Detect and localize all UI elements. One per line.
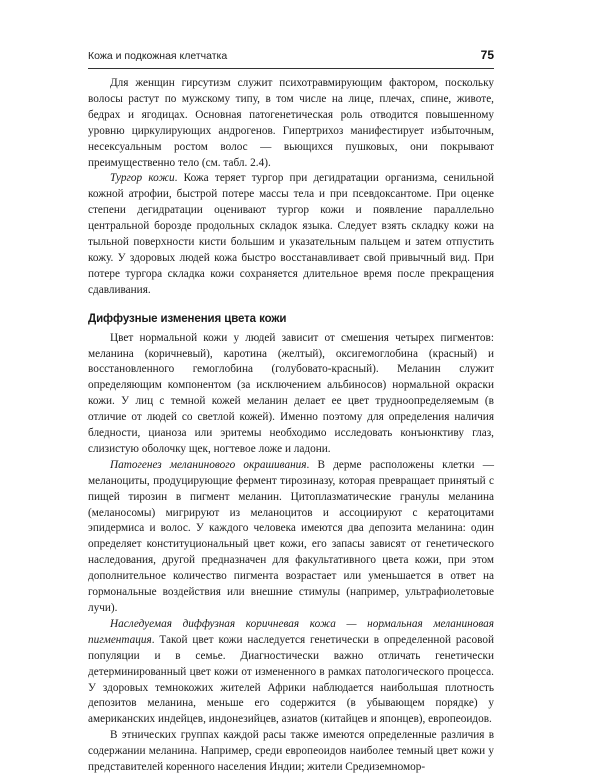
running-title: Кожа и подкожная клетчатка — [88, 50, 228, 62]
running-header — [88, 46, 494, 68]
paragraph-melanin-pathogenesis-text: . В дерме расположены клетки — меланоциты, продуцирующие фермент тирозиназу, которая превращает принятый с пищей тирозин в пигмент меланин. Цитоплазматические гранулы меланина (меланосомы) мигрируют из меланоцитов и ассоциируют с кератоцитами эпидермиса и волос. У каждого человека имеются два депозита меланина: один определяет конституциональный цвет кожи, его запасы зависят от генетического наследования, другой предназначен для факультативного цвета кожи, при этом дополнительное количество пигмента возрастает или уменьшается в ответ на гормональные воздействия или внешние стимулы (например, ультрафиолетовые лучи). — [88, 458, 495, 614]
term-turgor: Тургор кожи — [110, 172, 175, 185]
term-melanin-pathogenesis: Патогенез меланинового окрашивания — [110, 458, 307, 471]
term-inherited-brown-skin: Наследуемая диффузная коричневая кожа — нормальная меланиновая пигментация — [88, 617, 494, 646]
paragraph-inherited-brown-skin — [88, 617, 494, 728]
paragraph-melanin-pathogenesis — [88, 458, 494, 617]
paragraph-ethnic-differences: В этнических группах каждой расы также имеются определенные различия в содержании меланина. Например, среди европеоидов наиболее темный цвет кожи у представителей коренного населения Индии; жители Средиземномор- — [88, 729, 494, 774]
section-heading: Диффузные изменения цвета кожи — [88, 312, 287, 325]
paragraph-turgor — [88, 171, 494, 298]
paragraph-inherited-brown-skin-text: . Такой цвет кожи наследуется генетически в определенной расовой популяции и в семье. Диагностически важно отличать генетически детерминированный цвет кожи от измененного в рамках патологического процесса. У здоровых темнокожих жителей Африки наблюдается наибольшая плотность депозитов меланина, меньше его содержится (в убывающем порядке) у американских индейцев, индонезийцев, азиатов (китайцев и японцев), европеоидов. — [88, 633, 494, 726]
paragraph-turgor-text: . Кожа теряет тургор при дегидратации организма, сенильной кожной атрофии, быстрой потере массы тела и при псевдоксантоме. При оценке степени дегидратации оценивают тургор кожи и появление параллельно центральной борозде продольных складок языка. Следует взять складку кожи на тыльной поверхности кисти большим и указательным пальцем и затем отпустить кожу. У здоровых людей кожа быстро восстанавливает свой привычный вид. При потере тургора складка кожи сохраняется длительное время после прекращения сдавливания. — [88, 172, 494, 296]
header-rule — [88, 68, 494, 69]
page-body — [88, 76, 494, 776]
page-number: 75 — [480, 48, 494, 62]
paragraph-skin-color: Цвет нормальной кожи у людей зависит от смешения четырех пигментов: меланина (коричневый), каротина (желтый), оксигемоглобина (красный) и восстановленного гемоглобина (голубовато-красный). Меланин служит определяющим компонентом (за исключением альбиносов) нормальной окраски кожи. У лиц с темной кожей меланин делает ее цвет трудноопределяемым (в отличие от людей со светлой кожей). Именно поэтому для определения наличия бледности, цианоза или эритемы необходимо исследовать конъюнктиву глаз, слизистую оболочку щек, ногтевое ложе и ладони. — [88, 331, 494, 455]
paragraph-hirsutism: Для женщин гирсутизм служит психотравмирующим фактором, поскольку волосы растут по мужскому типу, в том числе на лице, плечах, спине, животе, бедрах и ягодицах. Основная патогенетическая роль отводится повышенному уровню циркулирующих андрогенов. Гипертрихоз манифестирует избыточным, несексуальным ростом волос — вьющихся пушковых, они покрывают преимущественно тело (см. табл. 2.4). — [88, 77, 494, 169]
